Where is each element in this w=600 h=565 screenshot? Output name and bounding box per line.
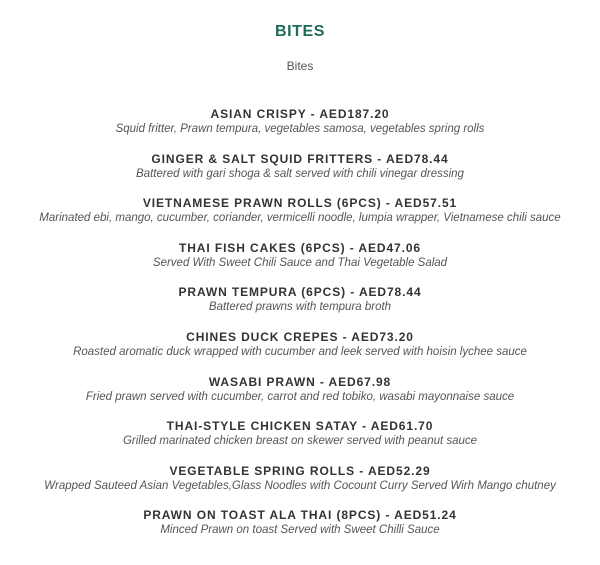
menu-item-title: PRAWN TEMPURA (6PCS) - AED78.44 <box>178 285 422 300</box>
menu-item-description: Minced Prawn on toast Served with Sweet Chilli Sauce <box>160 524 440 537</box>
menu-item <box>0 196 600 241</box>
menu-item-description: Grilled marinated chicken breast on skewer served with peanut sauce <box>122 435 478 448</box>
menu-item-description: Marinated ebi, mango, cucumber, coriander, vermicelli noodle, lumpia wrapper, Vietnamese chili sauce <box>39 212 561 225</box>
menu-item-title: PRAWN ON TOAST ALA THAI (8PCS) - AED51.24 <box>143 508 457 523</box>
menu-item-description: Battered prawns with tempura broth <box>208 301 392 314</box>
menu-item <box>0 330 600 375</box>
menu-item <box>0 375 600 420</box>
section-title: BITES <box>274 23 326 40</box>
menu-item <box>0 241 600 286</box>
menu-item <box>0 285 600 330</box>
menu-item-description: Squid fritter, Prawn tempura, vegetables samosa, vegetables spring rolls <box>115 123 485 135</box>
section-subtitle: Bites <box>286 59 314 73</box>
menu-item-title: ASIAN CRISPY - AED187.20 <box>210 107 390 121</box>
menu-item <box>0 152 600 197</box>
menu-list <box>0 107 600 553</box>
menu-item <box>0 508 600 553</box>
menu-item-title: WASABI PRAWN - AED67.98 <box>208 374 392 389</box>
menu-item <box>0 464 600 509</box>
menu-item-description: Battered with gari shoga & salt served with chili vinegar dressing <box>136 167 464 180</box>
menu-item-title: THAI-STYLE CHICKEN SATAY - AED61.70 <box>166 419 434 434</box>
menu-item-title: VEGETABLE SPRING ROLLS - AED52.29 <box>169 463 431 478</box>
menu-item-title: VIETNAMESE PRAWN ROLLS (6PCS) - AED57.51 <box>142 196 458 211</box>
menu-item <box>0 107 600 152</box>
menu-item-description: Served With Sweet Chili Sauce and Thai Vegetable Salad <box>152 256 448 269</box>
menu-item-description: Roasted aromatic duck wrapped with cucumber and leek served with hoisin lychee sauce <box>73 345 527 358</box>
menu-item-title: THAI FISH CAKES (6PCS) - AED47.06 <box>179 240 421 255</box>
menu-item <box>0 419 600 464</box>
menu-item-title: GINGER & SALT SQUID FRITTERS - AED78.44 <box>151 151 449 166</box>
menu-item-description: Fried prawn served with cucumber, carrot and red tobiko, wasabi mayonnaise sauce <box>85 390 515 403</box>
menu-item-title: CHINES DUCK CREPES - AED73.20 <box>186 329 414 344</box>
menu-item-description: Wrapped Sauteed Asian Vegetables,Glass Noodles with Cocount Curry Served Wirh Mango chutney <box>44 479 556 492</box>
